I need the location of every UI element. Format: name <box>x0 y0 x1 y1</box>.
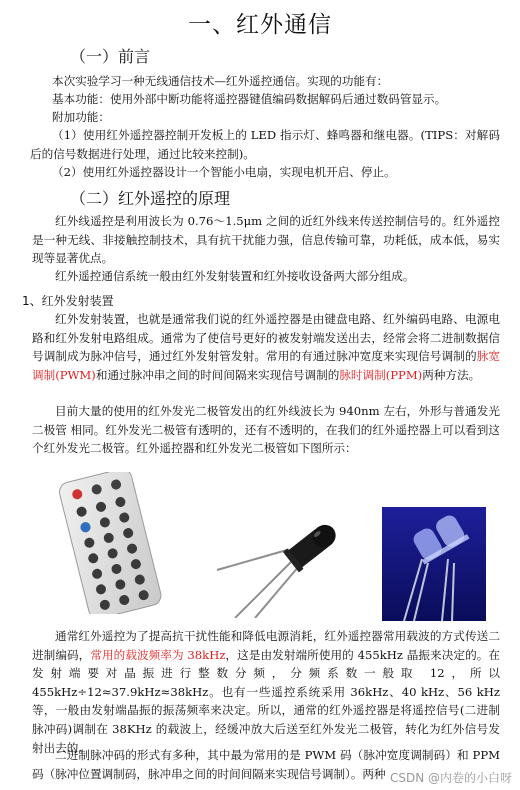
carrier-text-b: ，这是由发射端所使用的 455kHz 晶振来决定的。在发射端要对晶振进行整数分频，分频系数一般取 12，所以 455kHz÷12≈37.9kHz≈38kHz。也有一些遥控系统采用 36kHz、40 kHz、56 kHz 等，一般由发射端晶振的振荡频率来决定。所以，通常的红外遥控器是将遥控信号(二进制脉冲码)调制在 38KHz 的载波上，经缓冲放大后送至红外发光二极管，转化为红外信号发射出去的。 <box>32 647 500 755</box>
preface-extra-label: 附加功能： <box>52 110 110 124</box>
preface-extra-item-1: （1）使用红外遥控器控制开发板上的 LED 指示灯、蜂鸣器和继电器。(TIPS：对解码后的信号数据进行处理，通过比较来控制)。 <box>30 128 500 161</box>
preface-basic-function: 基本功能：使用外部中断功能将遥控器键值编码数据解码后通过数码管显示。 <box>52 92 447 106</box>
carrier-text-a: 通常红外遥控为了提高抗干扰性能和降低电源消耗，红外遥控器常用载波的方式传送二进制编码， <box>32 629 500 662</box>
pulse-code-paragraph: 二进制脉冲码的形式有多种，其中最为常用的是 PWM 码（脉冲宽度调制码）和 PPM 码（脉冲位置调制码，脉冲串之间的时间间隔来实现信号调制）。两种 <box>32 748 500 781</box>
transmitter-text-c: 两种方法。 <box>422 367 481 382</box>
ir-led-black-image <box>205 508 343 618</box>
preface-intro: 本次实验学习一种无线通信技术—红外遥控通信。实现的功能有： <box>52 74 389 88</box>
preface-extra-item-2: （2）使用红外遥控器设计一个智能小电扇，实现电机开启、停止。 <box>52 165 396 179</box>
transmitter-paragraph <box>32 310 500 384</box>
pwm-highlight: 脉宽调制(PWM) <box>32 349 500 382</box>
principle-paragraph-1: 红外线遥控是利用波长为 0.76～1.5μm 之间的近红外线来传送控制信号的。红外遥控是一种无线、非接触控制技术，具有抗干扰能力强，信息传输可靠，功耗低，成本低，易实现等显著优点。 <box>32 214 500 266</box>
page-title: 一、红外通信 <box>188 12 332 38</box>
transmitter-text-a: 红外发射装置，也就是通常我们说的红外遥控器是由键盘电路、红外编码电路、电源电路和红外发射电路组成。通常为了使信号更好的被发射端发送出去，经常会将二进制数据信号调制成为脉冲信号，通过红外发射管发射。常用的有通过脉冲宽度来实现信号调制的 <box>32 312 500 364</box>
ir-led-clear-image <box>382 507 486 621</box>
carrier-paragraph <box>32 627 500 757</box>
section-heading-principle: （二）红外遥控的原理 <box>70 189 231 208</box>
remote-control-image <box>45 472 173 614</box>
led-paragraph: 目前大量的使用的红外发光二极管发出的红外线波长为 940nm 左右，外形与普通发光二极管 相同。红外发光二极管有透明的，还有不透明的，在我们的红外遥控器上可以看到这个红外发光二极管。红外遥控器和红外发光二极管如下图所示： <box>32 404 500 456</box>
ppm-highlight: 脉时调制(PPM) <box>339 367 423 382</box>
principle-paragraph-2: 红外遥控通信系统一般由红外发射装置和红外接收设备两大部分组成。 <box>55 269 415 283</box>
watermark: CSDN @内卷的小白呀 <box>389 771 512 785</box>
subsection-heading-transmitter: 1、红外发射装置 <box>22 294 114 308</box>
transmitter-text-b: 和通过脉冲串之间的时间间隔来实现信号调制的 <box>95 367 340 382</box>
carrier-frequency-highlight: 常用的载波频率为 38kHz <box>90 647 226 662</box>
section-heading-preface: （一）前言 <box>70 47 151 66</box>
